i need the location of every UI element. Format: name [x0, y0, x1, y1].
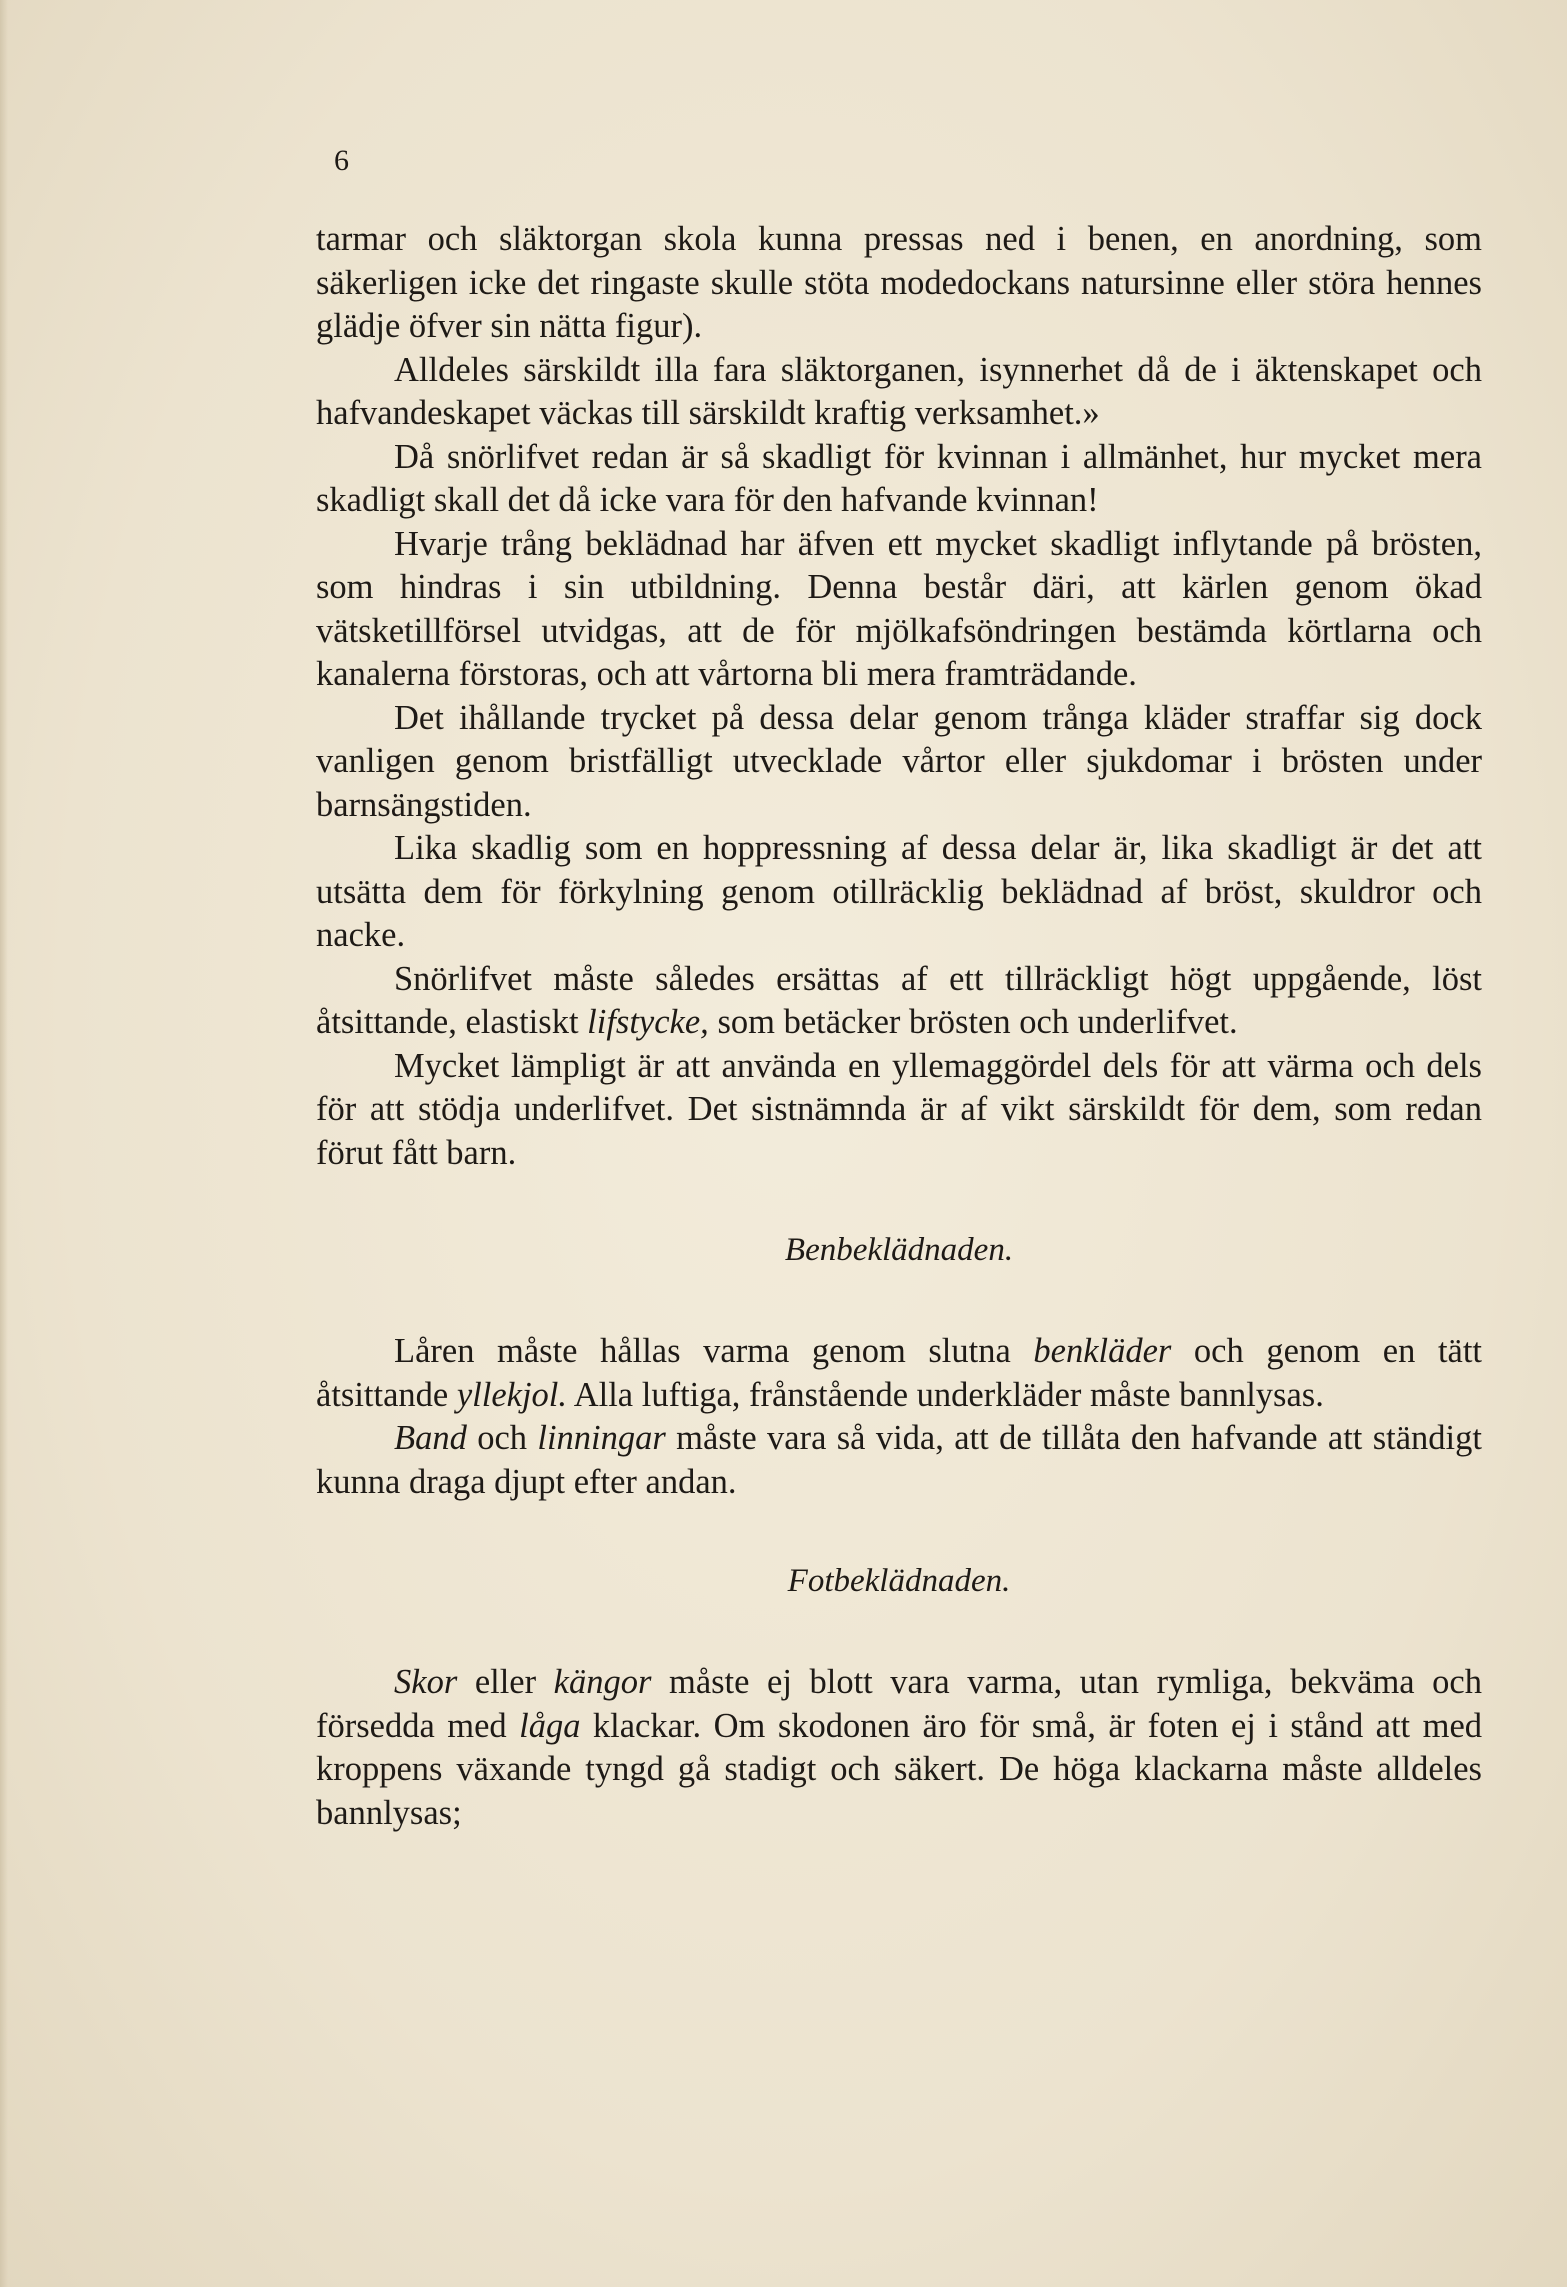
italic-term: linningar	[537, 1419, 666, 1457]
text-run: Snörlifvet måste således ersättas af ett tillräckligt högt uppgående, löst åtsittande, elastiskt	[316, 959, 1482, 1041]
italic-term: benkläder	[1033, 1332, 1172, 1370]
paragraph	[316, 523, 1482, 697]
text-run: Det ihållande trycket på dessa delar genom trånga kläder straffar sig dock vanligen genom bristfälligt utvecklade vårtor eller sjukdomar i brösten under barnsängstiden.	[316, 698, 1482, 824]
paragraph	[316, 218, 1482, 349]
text-run: klackar. Om skodonen äro för små, är foten ej i stånd att med kroppens växande tyngd gå stadigt och säkert. De höga klackarna måste alldeles bannlysas;	[316, 1706, 1483, 1832]
italic-term: kängor	[553, 1663, 652, 1701]
section-heading-benbekladnaden: Benbeklädnaden.	[784, 1232, 1014, 1268]
page-edge-shading	[0, 0, 8, 2287]
paragraph	[316, 1661, 1482, 1835]
paragraph	[316, 827, 1482, 958]
text-run: Alldeles särskildt illa fara släktorganen, isynnerhet då de i äktenskapet och hafvandeskapet väckas till särskildt kraftig verksamhet.»	[316, 350, 1482, 432]
italic-term: yllekjol.	[456, 1375, 567, 1414]
text-run: tarmar och släktorgan skola kunna pressas ned i benen, en anordning, som säkerligen icke det ringaste skulle stöta modedockans natursinne eller störa hennes glädje öfver sin nätta figur).	[316, 220, 1482, 345]
text-run: Mycket lämpligt är att använda en yllemaggördel dels för att värma och dels för att stödja underlifvet. Det sistnämnda är af vikt särskildt för dem, som redan förut fått barn.	[316, 1046, 1482, 1172]
page-number: 6	[334, 144, 349, 177]
italic-term: låga	[519, 1706, 581, 1745]
paragraph	[316, 958, 1482, 1045]
paragraph	[316, 697, 1482, 828]
text-run: Då snörlifvet redan är så skadligt för kvinnan i allmänhet, hur mycket mera skadligt skall det då icke vara för den hafvande kvinnan!	[316, 437, 1482, 519]
text-run: Låren måste hållas varma genom slutna	[394, 1332, 1034, 1370]
text-run: Lika skadlig som en hoppressning af dessa delar är, lika skadligt är det att utsätta dem för förkylning genom otillräcklig beklädnad af bröst, skuldror och nacke.	[316, 829, 1482, 954]
text-run: Hvarje trång beklädnad har äfven ett mycket skadligt inflytande på brösten, som hindras i sin utbildning. Denna består däri, att kärlen genom ökad vätsketillförsel utvidgas, att de för mjölkafsöndringen bestämda körtlarna och kanalerna förstoras, och att vårtorna bli mera framträdande.	[316, 524, 1482, 693]
paragraph	[316, 1330, 1482, 1417]
text-run: Alla luftiga, frånstående underkläder måste bannlysas.	[567, 1375, 1324, 1414]
text-run: eller	[457, 1663, 554, 1701]
body-text	[316, 218, 1482, 1835]
text-run: och genom en tätt åtsittande	[316, 1332, 1483, 1414]
section-heading-fotbekladnaden: Fotbeklädnaden.	[787, 1563, 1011, 1599]
italic-term: Skor	[394, 1663, 458, 1701]
text-run: som betäcker brösten och underlifvet.	[708, 1003, 1238, 1041]
paragraph	[316, 1045, 1482, 1176]
paragraph	[316, 436, 1482, 523]
paragraph	[316, 1417, 1482, 1504]
italic-term: lifstycke,	[587, 1003, 709, 1041]
text-run: måste vara så vida, att de tillåta den hafvande att ständigt kunna draga djupt efter andan.	[316, 1419, 1482, 1501]
text-run: och	[466, 1419, 538, 1457]
text-run: måste ej blott vara varma, utan rymliga, bekväma och försedda med	[316, 1663, 1482, 1745]
paragraph	[316, 349, 1482, 436]
italic-term: Band	[394, 1419, 467, 1457]
